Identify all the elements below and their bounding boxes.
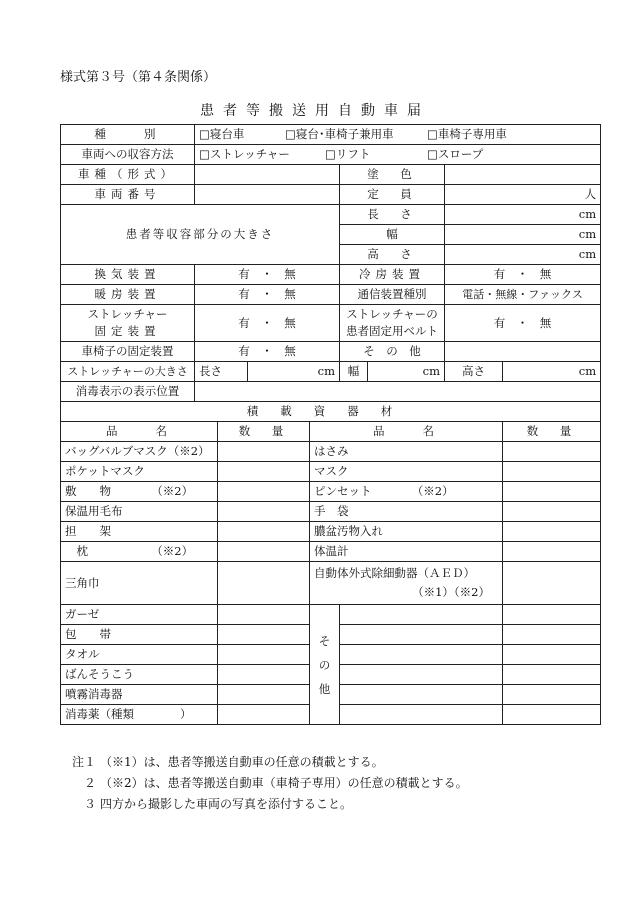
- other-material-name[interactable]: [340, 645, 503, 665]
- row-stretcher-fix: [61, 305, 601, 342]
- row-disinfection: [61, 382, 601, 402]
- kind-label: 種 別: [61, 125, 195, 145]
- other-materials-label: そ の 他: [310, 605, 340, 725]
- material-left-name: ポケットマスク: [61, 462, 218, 482]
- notes: [72, 752, 468, 815]
- material-row: [61, 482, 601, 502]
- material-right-qty[interactable]: [503, 625, 601, 645]
- material-left-name: ばんそうこう: [61, 665, 218, 685]
- stretcher-fix-line2: 固定装置: [94, 324, 161, 338]
- material-left-name: タオル: [61, 645, 218, 665]
- material-right-qty[interactable]: [503, 645, 601, 665]
- material-left-name: 消毒薬（種類 ）: [61, 705, 218, 725]
- col-name-right: 品 名: [310, 422, 503, 442]
- aed-cell: [310, 562, 503, 605]
- width-label: 幅: [340, 225, 445, 245]
- note-2-num: ２: [83, 776, 96, 790]
- height-unit: cm: [445, 245, 601, 265]
- note-2: [72, 773, 468, 794]
- heating-label: 暖房装置: [61, 285, 195, 305]
- color-label: 塗 色: [340, 165, 445, 185]
- material-left-name: 枕 （※2）: [61, 542, 218, 562]
- material-right-name: 手 袋: [310, 502, 503, 522]
- row-materials-title: [61, 402, 601, 422]
- material-right-name: 体温計: [310, 542, 503, 562]
- size-height-unit: cm: [503, 362, 601, 382]
- aircon-yes-no[interactable]: 有 ・ 無: [445, 265, 601, 285]
- color-value[interactable]: [445, 165, 601, 185]
- material-left-qty[interactable]: [218, 502, 310, 522]
- material-left-name: 包 帯: [61, 625, 218, 645]
- row-loading: [61, 145, 601, 165]
- material-right-qty[interactable]: [503, 442, 601, 462]
- note-3: [72, 794, 468, 815]
- row-heating: [61, 285, 601, 305]
- material-right-name: ピンセット （※2）: [310, 482, 503, 502]
- row-number: [61, 185, 601, 205]
- loading-option-stretcher[interactable]: □ストレッチャー: [199, 147, 290, 161]
- number-label: 車両番号: [61, 185, 195, 205]
- material-left-name: 噴霧消毒器: [61, 685, 218, 705]
- aed-line2: （※1）（※2）: [412, 585, 490, 599]
- other-material-name[interactable]: [340, 685, 503, 705]
- length-label: 長 さ: [340, 205, 445, 225]
- material-right-qty[interactable]: [503, 482, 601, 502]
- material-left-qty[interactable]: [218, 605, 310, 625]
- material-right-qty[interactable]: [503, 685, 601, 705]
- note-1-text: （※1）は、患者等搬送自動車の任意の積載とする。: [100, 755, 384, 769]
- model-value[interactable]: [195, 165, 340, 185]
- material-row: [61, 462, 601, 482]
- loading-option-slope[interactable]: □スロープ: [427, 147, 484, 161]
- other-equipment-value[interactable]: [445, 342, 601, 362]
- other-material-name[interactable]: [340, 625, 503, 645]
- material-left-name: バッグバルブマスク（※2）: [61, 442, 218, 462]
- capacity-label: 定 員: [340, 185, 445, 205]
- belt-line2: 患者固定用ベルト: [346, 324, 438, 338]
- material-row: [61, 502, 601, 522]
- material-right-qty[interactable]: [503, 605, 601, 625]
- row-materials-header: [61, 422, 601, 442]
- material-right-qty[interactable]: [503, 462, 601, 482]
- material-left-name: 担 架: [61, 522, 218, 542]
- dimensions-label: 患者等収容部分の大きさ: [61, 205, 340, 265]
- material-right-name: はさみ: [310, 442, 503, 462]
- material-left-qty[interactable]: [218, 685, 310, 705]
- col-qty-left: 数 量: [218, 422, 310, 442]
- size-length-label: 長さ: [195, 362, 248, 382]
- length-unit: cm: [445, 205, 601, 225]
- width-unit: cm: [445, 225, 601, 245]
- material-left-qty[interactable]: [218, 645, 310, 665]
- loading-label: 車両への収容方法: [61, 145, 195, 165]
- wheelchair-fix-label: 車椅子の固定装置: [61, 342, 195, 362]
- note-1: [72, 752, 468, 773]
- material-right-qty[interactable]: [503, 522, 601, 542]
- ventilation-label: 換気装置: [61, 265, 195, 285]
- material-left-qty[interactable]: [218, 482, 310, 502]
- material-left-qty[interactable]: [218, 625, 310, 645]
- material-row: [61, 562, 601, 605]
- size-width-label: 幅: [340, 362, 368, 382]
- kind-option-dual[interactable]: □寝台･車椅子兼用車: [285, 127, 394, 141]
- row-ventilation: [61, 265, 601, 285]
- belt-line1: ストレッチャーの: [346, 307, 438, 321]
- material-left-name: 敷 物 （※2）: [61, 482, 218, 502]
- note-2-text: （※2）は、患者等搬送自動車（車椅子専用）の任意の積載とする。: [100, 776, 468, 790]
- note-3-text: 四方から撮影した車両の写真を添付すること。: [100, 797, 353, 811]
- form-title: 患者等搬送用自動車届: [200, 103, 430, 119]
- kind-option-stretcher[interactable]: □寝台車: [199, 127, 245, 141]
- other-equipment-label: そ の 他: [340, 342, 445, 362]
- row-dim-length: [61, 205, 601, 225]
- material-row: [61, 442, 601, 462]
- material-left-name: 三角巾: [61, 562, 218, 605]
- size-height-label: 高さ: [445, 362, 503, 382]
- material-left-qty[interactable]: [218, 665, 310, 685]
- loading-options: [195, 145, 601, 165]
- ventilation-yes-no[interactable]: 有 ・ 無: [195, 265, 340, 285]
- material-left-qty[interactable]: [218, 522, 310, 542]
- stretcher-fix-yes-no[interactable]: 有 ・ 無: [195, 305, 340, 342]
- other-material-name[interactable]: [340, 705, 503, 725]
- col-name-left: 品 名: [61, 422, 218, 442]
- form-id: 様式第３号（第４条関係）: [60, 70, 217, 85]
- capacity-unit: 人: [445, 185, 601, 205]
- row-model: [61, 165, 601, 185]
- material-left-qty[interactable]: [218, 542, 310, 562]
- note-1-num: 注１: [72, 755, 97, 769]
- material-left-qty[interactable]: [218, 462, 310, 482]
- material-row: [61, 605, 601, 625]
- other-material-name[interactable]: [340, 605, 503, 625]
- material-right-qty[interactable]: [503, 665, 601, 685]
- kind-options: [195, 125, 601, 145]
- materials-title: 積載資器材: [61, 402, 601, 422]
- stretcher-fix-line1: ストレッチャー: [87, 307, 168, 321]
- comm-value[interactable]: 電話・無線・ファックス: [445, 285, 601, 305]
- number-value[interactable]: [195, 185, 340, 205]
- material-right-qty[interactable]: [503, 705, 601, 725]
- belt-label: [340, 305, 445, 342]
- aed-line1: 自動体外式除細動器（ＡＥＤ）: [314, 566, 475, 580]
- row-kind: [61, 125, 601, 145]
- stretcher-size-label: ストレッチャーの大きさ: [61, 362, 195, 382]
- material-row: [61, 542, 601, 562]
- heating-yes-no[interactable]: 有 ・ 無: [195, 285, 340, 305]
- disinfection-label: 消毒表示の表示位置: [61, 382, 195, 402]
- material-right-qty[interactable]: [503, 502, 601, 522]
- other-material-name[interactable]: [340, 665, 503, 685]
- note-3-num: ３: [83, 797, 96, 811]
- kind-option-wheelchair[interactable]: □車椅子専用車: [427, 127, 507, 141]
- height-label: 高 さ: [340, 245, 445, 265]
- disinfection-value[interactable]: [195, 382, 601, 402]
- material-right-qty[interactable]: [503, 562, 601, 605]
- material-right-name: 膿盆汚物入れ: [310, 522, 503, 542]
- material-right-qty[interactable]: [503, 542, 601, 562]
- aircon-label: 冷房装置: [340, 265, 445, 285]
- comm-label: 通信装置種別: [340, 285, 445, 305]
- col-qty-right: 数 量: [503, 422, 601, 442]
- belt-yes-no[interactable]: 有 ・ 無: [445, 305, 601, 342]
- size-length-unit: cm: [248, 362, 340, 382]
- material-row: [61, 522, 601, 542]
- row-stretcher-size: [61, 362, 601, 382]
- model-label: 車種（形式）: [61, 165, 195, 185]
- material-left-name: 保温用毛布: [61, 502, 218, 522]
- loading-option-lift[interactable]: □リフト: [325, 147, 371, 161]
- material-left-qty[interactable]: [218, 705, 310, 725]
- material-left-qty[interactable]: [218, 562, 310, 605]
- registration-form-table: [60, 124, 601, 725]
- size-width-unit: cm: [368, 362, 445, 382]
- material-left-qty[interactable]: [218, 442, 310, 462]
- material-right-name: マスク: [310, 462, 503, 482]
- material-left-name: ガーゼ: [61, 605, 218, 625]
- wheelchair-fix-yes-no[interactable]: 有 ・ 無: [195, 342, 340, 362]
- stretcher-fix-label: [61, 305, 195, 342]
- row-wheelchair-fix: [61, 342, 601, 362]
